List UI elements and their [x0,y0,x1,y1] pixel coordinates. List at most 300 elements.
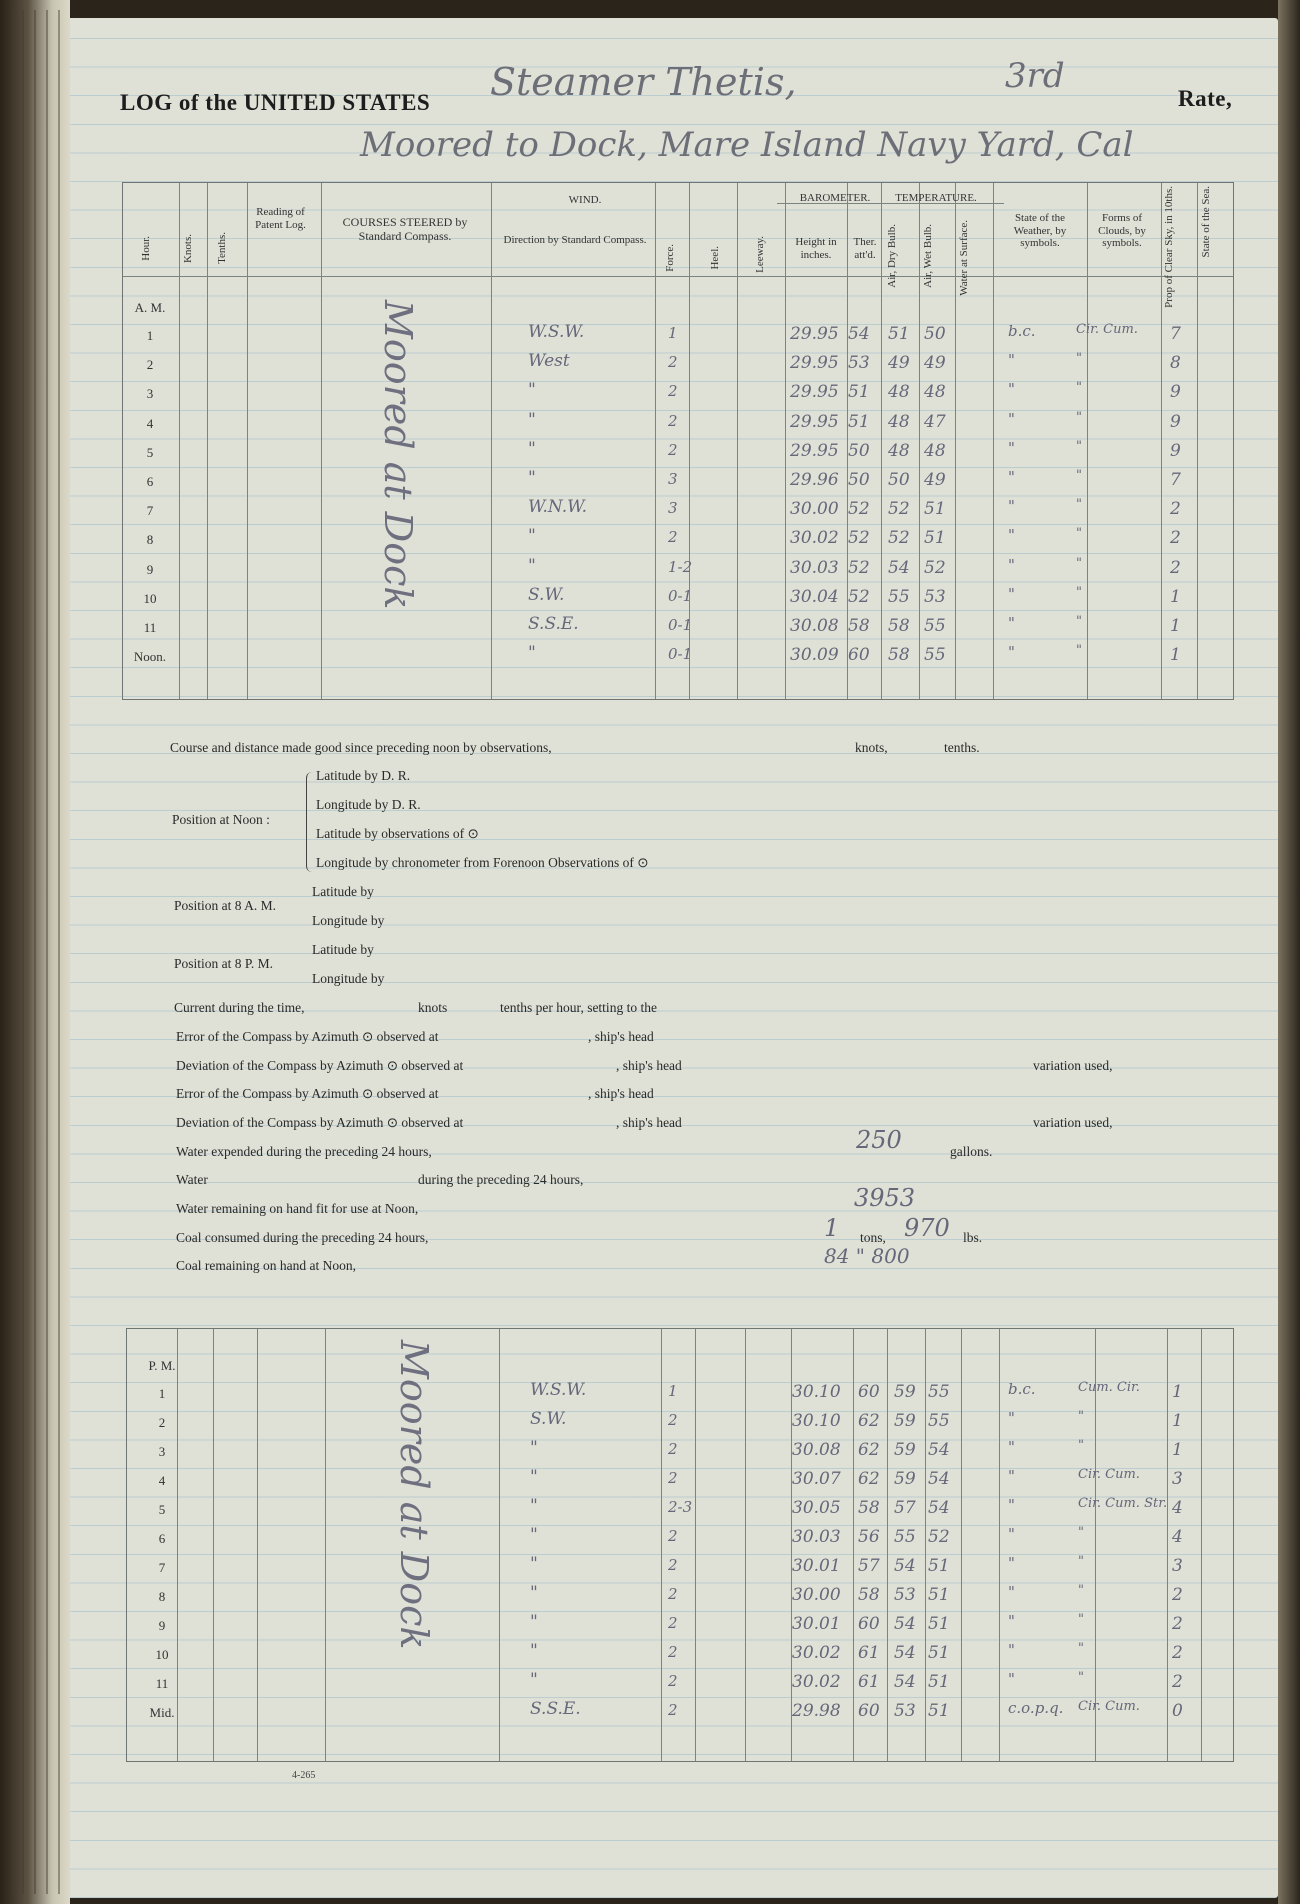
water-label: Water [176,1172,208,1187]
clouds-cell: " [1076,526,1082,542]
clouds-cell: " [1076,643,1082,659]
force-cell: 2 [668,1411,678,1429]
hour-cell: 6 [158,1531,166,1546]
clear-sky-cell: 9 [1170,411,1181,432]
column-rule [207,183,208,699]
barometer-height-cell: 30.02 [792,1672,841,1692]
force-cell: 2 [668,528,678,547]
clear-sky-cell: 1 [1172,1440,1183,1460]
weather-cell: c.o.p.q. [1008,1699,1064,1717]
dry-bulb-cell: 55 [894,1527,916,1547]
weather-cell: " [1008,438,1015,457]
weather-cell: " [1008,1467,1015,1485]
barometer-height-cell: 30.02 [790,528,839,549]
clear-sky-cell: 9 [1170,382,1181,403]
wet-bulb-cell: 51 [928,1672,950,1692]
hdr-air-dry: Air, Dry Bulb. [886,224,898,288]
column-rule [491,183,492,699]
clear-sky-cell: 2 [1170,557,1181,578]
wet-bulb-cell: 51 [928,1614,950,1634]
weather-cell: " [1008,614,1015,632]
column-rule [745,1329,746,1761]
hdr-temperature: TEMPERATURE. [895,192,977,204]
force-cell: 0-1 [668,645,693,664]
clouds-cell: " [1076,409,1082,425]
wet-bulb-cell: 54 [928,1498,950,1518]
column-rule [1197,183,1198,699]
long-dr: Longitude by D. R. [316,797,421,812]
force-cell: 1-2 [668,557,693,576]
clear-sky-cell: 2 [1170,499,1181,520]
dry-bulb-cell: 51 [888,324,910,344]
barometer-height-cell: 30.05 [792,1498,841,1518]
wind-direction-cell: S.S.E. [530,1699,581,1719]
hdr-clear-sky: Prop of Clear Sky, in 10ths. [1163,186,1175,308]
lbs-label: lbs. [963,1230,983,1245]
clouds-cell: " [1076,351,1082,367]
barometer-ther-cell: 61 [858,1643,880,1663]
hdr-weather: State of the Weather, by symbols. [1013,212,1067,250]
force-cell: 2 [668,1614,678,1632]
wind-direction-cell: " [530,1554,538,1574]
weather-cell: " [1008,468,1015,486]
wet-bulb-cell: 52 [924,557,946,578]
column-rule [655,183,656,699]
long-chron: Longitude by chronometer from Forenoon Observations of ⊙ [316,855,649,870]
wet-bulb-cell: 51 [928,1643,950,1663]
column-rule [1201,1329,1202,1761]
barometer-height-cell: 29.95 [790,353,839,374]
wet-bulb-cell: 47 [924,411,946,432]
current-label: Current during the time, [174,1000,305,1015]
long-8am: Longitude by [312,913,385,928]
wet-bulb-cell: 54 [928,1469,950,1489]
hour-cell: 5 [146,444,154,460]
column-rule [853,1329,854,1761]
barometer-height-cell: 29.95 [790,324,839,344]
barometer-height-cell: 29.95 [790,411,839,432]
hdr-knots: Knots. [182,234,194,264]
force-cell: 2-3 [668,1498,693,1516]
dry-bulb-cell: 54 [894,1672,916,1692]
barometer-height-cell: 30.01 [792,1614,841,1634]
dry-bulb-cell: 53 [894,1701,916,1721]
wet-bulb-cell: 52 [928,1527,950,1547]
dry-bulb-cell: 52 [888,528,910,549]
hour-cell: 7 [146,503,154,519]
wind-direction-cell: S.S.E. [528,614,579,634]
rate-label: Rate, [1178,86,1233,111]
coal-remaining-label: Coal remaining on hand at Noon, [176,1258,356,1273]
column-rule [1087,183,1088,699]
hour-cell: 10 [155,1647,169,1662]
column-rule [213,1329,214,1761]
vessel-name: Steamer Thetis, [490,60,797,104]
clouds-cell: Cir. Cum. [1076,322,1138,337]
brace [306,772,315,872]
dry-bulb-cell: 50 [888,470,910,490]
clouds-cell: " [1078,1641,1084,1656]
weather-cell: " [1008,526,1015,545]
clear-sky-cell: 0 [1172,1701,1183,1721]
wet-bulb-cell: 55 [928,1382,950,1402]
barometer-ther-cell: 58 [858,1498,880,1518]
barometer-height-cell: 30.08 [790,616,839,636]
column-rule [325,1329,326,1761]
wind-direction-cell: S.W. [530,1409,567,1429]
dry-bulb-cell: 54 [894,1556,916,1576]
wet-bulb-cell: 55 [924,616,946,636]
column-rule [961,1329,962,1761]
clouds-cell: Cir. Cum. [1078,1699,1140,1714]
barometer-height-cell: 30.09 [790,645,839,666]
ships-head-1: , ship's head [588,1029,654,1044]
wind-direction-cell: " [528,468,536,488]
weather-cell: " [1008,1409,1015,1427]
wind-direction-cell: " [530,1438,538,1458]
hour-cell: Mid. [149,1705,175,1720]
barometer-height-cell: 30.07 [792,1469,841,1489]
hdr-wind: WIND. [568,194,602,206]
force-cell: 2 [668,440,678,459]
hour-cell: 8 [146,532,154,548]
position-8am-label: Position at 8 A. M. [174,898,277,913]
clouds-cell: " [1078,1409,1084,1424]
dry-bulb-cell: 59 [894,1382,916,1402]
column-rule [887,1329,888,1761]
force-cell: 1 [668,324,678,342]
clear-sky-cell: 7 [1170,324,1181,344]
barometer-height-cell: 29.95 [790,440,839,461]
clouds-cell: " [1076,468,1082,483]
column-rule [955,183,956,699]
position-noon-label: Position at Noon : [172,812,270,827]
barometer-ther-cell: 60 [858,1382,880,1402]
dry-bulb-cell: 57 [894,1498,916,1518]
long-8pm: Longitude by [312,971,385,986]
dry-bulb-cell: 48 [888,411,910,432]
force-cell: 2 [668,1556,678,1574]
water-expended-value: 250 [856,1126,902,1154]
clear-sky-cell: 2 [1172,1643,1183,1663]
barometer-ther-cell: 52 [848,528,870,549]
wind-direction-cell: S.W. [528,584,565,605]
force-cell: 2 [668,1440,678,1458]
barometer-height-cell: 30.00 [790,499,839,520]
weather-cell: " [1008,1583,1015,1601]
weather-cell: " [1008,1641,1015,1659]
barometer-height-cell: 30.03 [790,557,839,578]
force-cell: 2 [668,1701,678,1719]
clear-sky-cell: 1 [1172,1382,1183,1402]
wind-direction-cell: " [530,1641,538,1661]
weather-cell: " [1008,1612,1015,1630]
dry-bulb-cell: 59 [894,1440,916,1460]
clouds-cell: Cir. Cum. [1078,1467,1140,1482]
clouds-cell: " [1076,555,1082,571]
column-rule [257,1329,258,1761]
clear-sky-cell: 1 [1170,586,1181,607]
current-tenths: tenths per hour, setting to the [500,1000,657,1015]
log-title: LOG of the UNITED STATES [120,90,431,115]
hdr-air-wet: Air, Wet Bulb. [922,224,934,288]
clear-sky-cell: 3 [1172,1469,1183,1489]
ships-head-2: , ship's head [616,1058,682,1073]
variation-used-1: variation used, [1033,1058,1113,1073]
hour-cell: 9 [158,1618,166,1633]
barometer-ther-cell: 50 [848,470,870,490]
hdr-courses: COURSES STEERED by Standard Compass. [342,215,468,243]
barometer-ther-cell: 60 [858,1614,880,1634]
deviation-compass-1: Deviation of the Compass by Azimuth ⊙ observed at [176,1058,464,1073]
hour-cell: Noon. [133,649,167,665]
weather-cell: " [1008,555,1015,574]
hdr-sea: State of the Sea. [1200,186,1212,258]
hour-cell: 3 [158,1444,166,1459]
lat-8am: Latitude by [312,884,374,899]
barometer-height-cell: 30.10 [792,1382,841,1402]
clouds-cell: " [1076,380,1082,396]
weather-cell: " [1008,1554,1015,1572]
hdr-force: Force. [664,244,676,272]
clouds-cell: " [1076,438,1082,454]
column-rule [993,183,994,699]
force-cell: 2 [668,1672,678,1690]
tenths-label: tenths. [944,740,980,755]
deviation-compass-2: Deviation of the Compass by Azimuth ⊙ observed at [176,1115,464,1130]
wind-direction-cell: W.S.W. [530,1380,587,1400]
dry-bulb-cell: 59 [894,1469,916,1489]
hdr-water-surface: Water at Surface. [958,220,970,296]
hdr-height: Height in inches. [795,236,837,261]
barometer-height-cell: 30.04 [790,586,839,607]
hdr-wind-direction: Direction by Standard Compass. [503,234,647,246]
hdr-patent-log: Reading of Patent Log. [255,206,306,231]
hour-cell: 10 [143,590,157,606]
variation-used-2: variation used, [1033,1115,1113,1130]
hour-cell: 4 [158,1473,166,1488]
clouds-cell: " [1076,614,1082,629]
clouds-cell: " [1076,584,1082,600]
weather-cell: " [1008,1496,1015,1514]
wind-direction-cell: " [530,1583,538,1603]
column-rule [999,1329,1000,1761]
barometer-ther-cell: 62 [858,1440,880,1460]
clouds-cell: " [1076,497,1082,513]
barometer-ther-cell: 61 [858,1672,880,1692]
barometer-ther-cell: 52 [848,557,870,578]
clear-sky-cell: 7 [1170,470,1181,490]
hdr-hour: Hour. [140,236,152,261]
lat-obs: Latitude by observations of ⊙ [316,826,479,841]
hour-cell: 1 [146,328,154,343]
coal-consumed-label: Coal consumed during the preceding 24 hours, [176,1230,429,1245]
column-rule [919,183,920,699]
clear-sky-cell: 2 [1172,1614,1183,1634]
force-cell: 2 [668,1469,678,1487]
pm-log-table [126,1328,1234,1762]
water-remaining-value: 3953 [854,1184,916,1212]
barometer-height-cell: 30.01 [792,1556,841,1576]
force-cell: 3 [668,470,678,488]
hour-cell: 11 [155,1676,169,1691]
hdr-heel: Heel. [709,246,721,270]
lat-8pm: Latitude by [312,942,374,957]
barometer-ther-cell: 62 [858,1411,880,1431]
hour-cell: 8 [158,1589,166,1604]
dry-bulb-cell: 58 [888,616,910,636]
hour-cell: 5 [158,1502,166,1517]
dry-bulb-cell: 53 [894,1585,916,1605]
weather-cell: b.c. [1008,1380,1036,1398]
hdr-tenths: Tenths. [216,232,228,264]
wind-direction-cell: " [528,555,536,576]
clear-sky-cell: 8 [1170,353,1181,374]
clear-sky-cell: 9 [1170,440,1181,461]
clouds-cell: Cir. Cum. Str. [1078,1496,1168,1511]
wet-bulb-cell: 48 [924,440,946,461]
column-rule [499,1329,500,1761]
force-cell: 2 [668,382,678,401]
hour-cell: 7 [158,1560,166,1575]
coal-remaining-value: 84 " 800 [824,1244,910,1268]
weather-cell: " [1008,643,1015,662]
force-cell: 0-1 [668,586,693,605]
column-rule [247,183,248,699]
clouds-cell: " [1078,1583,1084,1598]
column-rule [1167,1329,1168,1761]
clouds-cell: Cum. Cir. [1078,1380,1140,1395]
position-8pm-label: Position at 8 P. M. [174,956,274,971]
weather-cell: " [1008,351,1015,370]
barometer-ther-cell: 52 [848,586,870,607]
column-rule [321,183,322,699]
barometer-ther-cell: 51 [848,382,870,403]
barometer-ther-cell: 60 [848,645,870,666]
course-line: Course and distance made good since preceding noon by observations, [170,740,552,755]
force-cell: 2 [668,1585,678,1603]
clouds-cell: " [1078,1554,1084,1569]
coal-consumed-lbs: 970 [904,1214,950,1242]
wet-bulb-cell: 49 [924,353,946,374]
barometer-ther-cell: 58 [848,616,870,636]
force-cell: 1 [668,1382,678,1400]
wet-bulb-cell: 51 [924,528,946,549]
water-expended-label: Water expended during the preceding 24 hours, [176,1144,432,1159]
period-label: P. M. [148,1358,176,1373]
column-rule [695,1329,696,1761]
weather-cell: " [1008,1438,1015,1456]
barometer-ther-cell: 60 [858,1701,880,1721]
coal-consumed-tons: 1 [824,1214,840,1242]
clear-sky-cell: 4 [1172,1498,1183,1518]
gallons-label: gallons. [950,1144,993,1159]
clouds-cell: " [1078,1612,1084,1627]
right-page-edge [1278,0,1300,1904]
barometer-ther-cell: 53 [848,353,870,374]
barometer-height-cell: 30.00 [792,1585,841,1605]
weather-cell: " [1008,409,1015,428]
clear-sky-cell: 2 [1170,528,1181,549]
wet-bulb-cell: 53 [924,586,946,607]
force-cell: 2 [668,1643,678,1661]
location-line: Moored to Dock, Mare Island Navy Yard, Cal [360,125,1134,165]
hour-cell: 2 [158,1415,166,1430]
dry-bulb-cell: 54 [894,1643,916,1663]
water-remaining-label: Water remaining on hand fit for use at Noon, [176,1201,419,1216]
dry-bulb-cell: 59 [894,1411,916,1431]
column-rule [1161,183,1162,699]
dry-bulb-cell: 54 [888,557,910,578]
wind-direction-cell: " [530,1612,538,1632]
clear-sky-cell: 2 [1172,1585,1183,1605]
current-knots: knots [418,1000,448,1015]
wind-direction-cell: " [528,643,536,664]
force-cell: 0-1 [668,616,693,634]
weather-cell: " [1008,1525,1015,1543]
dry-bulb-cell: 55 [888,586,910,607]
barometer-height-cell: 29.96 [790,470,839,490]
dry-bulb-cell: 58 [888,645,910,666]
wet-bulb-cell: 50 [924,324,946,344]
dry-bulb-cell: 48 [888,382,910,403]
hour-cell: 3 [146,386,154,402]
hdr-barometer: BAROMETER. [799,192,871,204]
wet-bulb-cell: 51 [924,499,946,520]
barometer-ther-cell: 56 [858,1527,880,1547]
wet-bulb-cell: 48 [924,382,946,403]
barometer-height-cell: 29.95 [790,382,839,403]
hour-cell: 11 [143,620,157,635]
dry-bulb-cell: 52 [888,499,910,520]
error-compass-2: Error of the Compass by Azimuth ⊙ observed at [176,1086,439,1101]
barometer-ther-cell: 62 [858,1469,880,1489]
wind-direction-cell: " [530,1467,538,1487]
wet-bulb-cell: 49 [924,470,946,490]
ships-head-3: , ship's head [588,1086,654,1101]
hour-cell: 1 [158,1386,166,1401]
knots-label: knots, [855,740,888,755]
clear-sky-cell: 1 [1170,616,1181,636]
wind-direction-cell: West [528,351,570,372]
hour-cell: 9 [146,561,154,577]
hdr-clouds: Forms of Clouds, by symbols. [1098,212,1146,250]
dry-bulb-cell: 49 [888,353,910,374]
dry-bulb-cell: 54 [894,1614,916,1634]
wind-direction-cell: " [528,438,536,459]
weather-cell: " [1008,1670,1015,1688]
hdr-leeway: Leeway. [754,236,766,273]
hdr-ther: Ther. att'd. [853,236,877,261]
column-rule [925,1329,926,1761]
column-rule [737,183,738,699]
barometer-height-cell: 30.10 [792,1411,841,1431]
wet-bulb-cell: 51 [928,1556,950,1576]
ships-head-4: , ship's head [616,1115,682,1130]
form-number: 4-265 [292,1770,316,1781]
clouds-cell: " [1078,1525,1084,1540]
clear-sky-cell: 3 [1172,1556,1183,1576]
wet-bulb-cell: 55 [928,1411,950,1431]
wind-direction-cell: " [530,1496,538,1516]
barometer-ther-cell: 50 [848,440,870,461]
barometer-height-cell: 30.03 [792,1527,841,1547]
course-steered-cell: Moored at Dock [376,300,420,610]
wet-bulb-cell: 51 [928,1585,950,1605]
barometer-ther-cell: 57 [858,1556,880,1576]
weather-cell: " [1008,497,1015,516]
error-compass-1: Error of the Compass by Azimuth ⊙ observed at [176,1029,439,1044]
